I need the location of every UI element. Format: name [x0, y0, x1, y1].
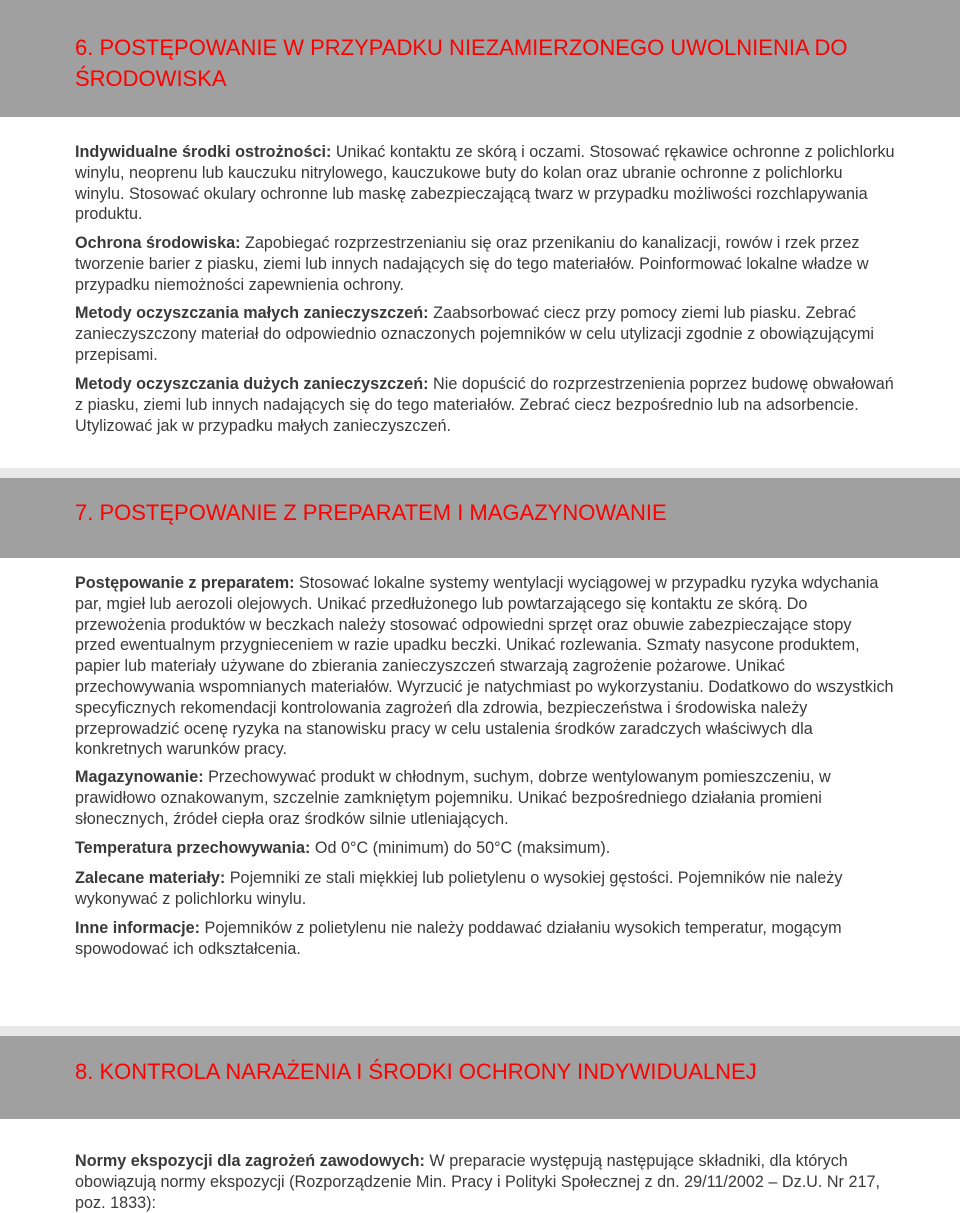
paragraph-label: Zalecane materiały: [75, 869, 226, 887]
section-6-title: 6. POSTĘPOWANIE W PRZYPADKU NIEZAMIERZONEGO UWOLNIENIA DO ŚRODOWISKA [75, 35, 848, 91]
paragraph-text: Pojemniki ze stali miękkiej lub polietylenu o wysokiej gęstości. Pojemników nie należy wykonywać z polichlorku winylu. [75, 869, 843, 908]
paragraph-text: Od 0°C (minimum) do 50°C (maksimum). [310, 839, 611, 857]
paragraph-label: Postępowanie z preparatem: [75, 574, 295, 592]
paragraph-label: Metody oczyszczania małych zanieczyszczeń: [75, 304, 429, 322]
section-6-paragraph-small-spills [75, 303, 895, 365]
section-6-paragraph-environment [75, 233, 895, 295]
paragraph-text: Nie dopuścić do rozprzestrzenienia poprzez budowę obwałowań z piasku, ziemi lub innych nadających się do tego materiałów. Zebrać ciecz bezpośrednio lub na adsorbencie. Utylizować jak w przypadku małych zanieczyszczeń. [75, 375, 894, 435]
paragraph-text: W preparacie występują następujące składniki, dla których obowiązują normy ekspozycji (Rozporządzenie Min. Pracy i Polityki Społecznej z dn. 29/11/2002 – Dz.U. Nr 217, poz. 1833): [75, 1152, 880, 1212]
paragraph-text: Zaabsorbować ciecz przy pomocy ziemi lub piasku. Zebrać zanieczyszczony materiał do odpowiednio oznaczonych pojemników w celu utylizacji zgodnie z obowiązującymi przepisami. [75, 304, 874, 364]
section-7-banner-edge [0, 468, 960, 478]
paragraph-label: Temperatura przechowywania: [75, 839, 311, 857]
paragraph-label: Magazynowanie: [75, 768, 204, 786]
paragraph-text: Pojemników z polietylenu nie należy poddawać działaniu wysokich temperatur, mogącym spowodować ich odkształcenia. [75, 919, 842, 958]
section-7-paragraph-materials [75, 868, 895, 910]
section-6-paragraph-large-spills [75, 374, 895, 436]
paragraph-text: Unikać kontaktu ze skórą i oczami. Stosować rękawice ochronne z polichlorku winylu, neoprenu lub kauczuku nitrylowego, kauczukowe buty do kolan oraz ubranie ochronne z polichlorku winylu. Stosować okulary ochronne lub maskę zabezpieczającą twarz w przypadku możliwości rozchlapywania produktu. [75, 143, 895, 224]
section-8-paragraph-exposure-norms [75, 1151, 895, 1213]
paragraph-label: Indywidualne środki ostrożności: [75, 143, 332, 161]
section-7-title: 7. POSTĘPOWANIE Z PREPARATEM I MAGAZYNOWANIE [75, 500, 667, 525]
paragraph-text: Stosować lokalne systemy wentylacji wyciągowej w przypadku ryzyka wdychania par, mgieł lub aerozoli olejowych. Unikać przedłużonego lub powtarzającego się kontaktu ze skórą. Do przewożenia produktów w beczkach należy stosować odpowiedni sprzęt oraz obuwie zabezpieczające stopy przed ewentualnym przygnieceniem w razie upadku beczki. Unikać rozlewania. Szmaty nasycone produktem, papier lub materiały używane do zbierania zanieczyszczeń stwarzają zagrożenie pożarowe. Unikać przechowywania wspomnianych materiałów. Wyrzucić je natychmiast po wykorzystaniu. Dodatkowo do wszystkich specyficznych rekomendacji kontrolowania zagrożeń dla zdrowia, bezpieczeństwa i środowiska należy przeprowadzić ocenę ryzyka na stanowisku pracy w celu ustalenia środków zaradczych właściwych dla konkretnych warunków pracy. [75, 574, 894, 759]
paragraph-label: Inne informacje: [75, 919, 201, 937]
section-8-title: 8. KONTROLA NARAŻENIA I ŚRODKI OCHRONY INDYWIDUALNEJ [75, 1059, 757, 1084]
paragraph-label: Normy ekspozycji dla zagrożeń zawodowych: [75, 1152, 425, 1170]
paragraph-text: Zapobiegać rozprzestrzenianiu się oraz przenikaniu do kanalizacji, rowów i rzek przez tworzenie barier z piasku, ziemi lub innych nadających się do tego materiałów. Poinformować lokalne władze w przypadku niemożności zapewnienia ochrony. [75, 234, 869, 294]
paragraph-label: Ochrona środowiska: [75, 234, 241, 252]
section-6-paragraph-precautions [75, 142, 895, 225]
section-8-banner-edge [0, 1026, 960, 1036]
section-7-paragraph-handling [75, 573, 895, 760]
paragraph-label: Metody oczyszczania dużych zanieczyszczeń: [75, 375, 429, 393]
section-7-paragraph-storage [75, 767, 895, 829]
section-7-paragraph-other-info [75, 918, 895, 960]
paragraph-text: Przechowywać produkt w chłodnym, suchym, dobrze wentylowanym pomieszczeniu, w prawidłowo oznakowanym, szczelnie zamkniętym pojemniku. Unikać bezpośredniego działania promieni słonecznych, źródeł ciepła oraz środków silnie utleniających. [75, 768, 831, 828]
section-7-paragraph-temperature [75, 838, 895, 859]
